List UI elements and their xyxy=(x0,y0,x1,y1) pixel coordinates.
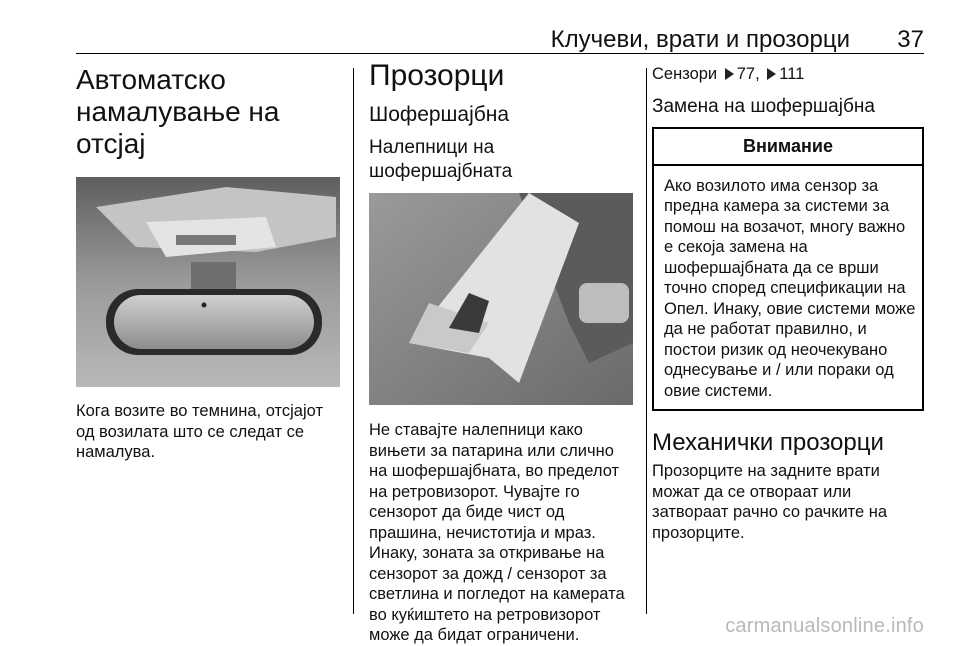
page-number: 37 xyxy=(897,26,924,53)
heading-manual-windows: Механички прозорци xyxy=(652,429,884,456)
sensor-housing-illustration xyxy=(369,193,633,405)
warning-title: Внимание xyxy=(654,129,922,166)
column-divider-1 xyxy=(353,68,354,614)
column-1 xyxy=(76,60,340,463)
subheading-windscreen: Шофершајбна xyxy=(369,103,510,126)
header-title: Клучеви, врати и прозорци xyxy=(550,26,850,53)
page-header xyxy=(0,0,960,54)
sensors-reference xyxy=(652,64,924,85)
mirror-photo xyxy=(76,177,340,387)
warning-text: Ако возилото има сензор за предна камера за системи за помош на возачот, многу важно е секоја замена на шофершајбната да се врши точно според спецификации на Опел. Инаку, овие системи може да не работат правилно, и постои ризик од неочекувано однесување и / или пораки од овие системи. xyxy=(664,176,916,400)
stickers-text: Не ставајте налепници како вињети за патарина или слично на шофершајбната, во пределот на ретровизорот. Чувајте го сензорот да биде чист од прашина, нечистотија и мраз. Инаку, зоната за откривање на сензорот за дожд / сензорот за светлина и погледот на камерата во куќиштето на ретровизорот може да бидат ограничени. xyxy=(369,421,625,644)
manual-windows-text: Прозорците на задните врати можат да се отвораат или затвораат рачно со рачките на прозорците. xyxy=(652,462,888,542)
watermark: carmanualsonline.info xyxy=(725,615,924,637)
subheading-stickers: Налепници на шофершајбната xyxy=(369,137,513,182)
column-2 xyxy=(369,60,633,646)
reference-page-111[interactable]: 111 xyxy=(779,65,805,83)
section-heading-auto-dimming: Автоматско намалување на отсјај xyxy=(76,64,280,159)
page-reference-arrow-icon xyxy=(767,68,776,80)
sensors-label: Сензори xyxy=(652,65,718,83)
windscreen-sensor-photo xyxy=(369,193,633,405)
heading-windscreen-replacement: Замена на шофершајбна xyxy=(652,95,875,117)
rearview-mirror-illustration xyxy=(76,177,340,387)
warning-box xyxy=(652,127,924,412)
column-3 xyxy=(652,60,924,543)
section-heading-windows: Прозорци xyxy=(369,59,505,92)
auto-dimming-text: Кога возите во темнина, отсјајот од возилата што се следат се намалува. xyxy=(76,402,324,461)
header-rule xyxy=(76,53,924,54)
page-reference-arrow-icon xyxy=(725,68,734,80)
reference-page-77[interactable]: 77, xyxy=(736,65,760,83)
column-divider-2 xyxy=(646,68,647,614)
